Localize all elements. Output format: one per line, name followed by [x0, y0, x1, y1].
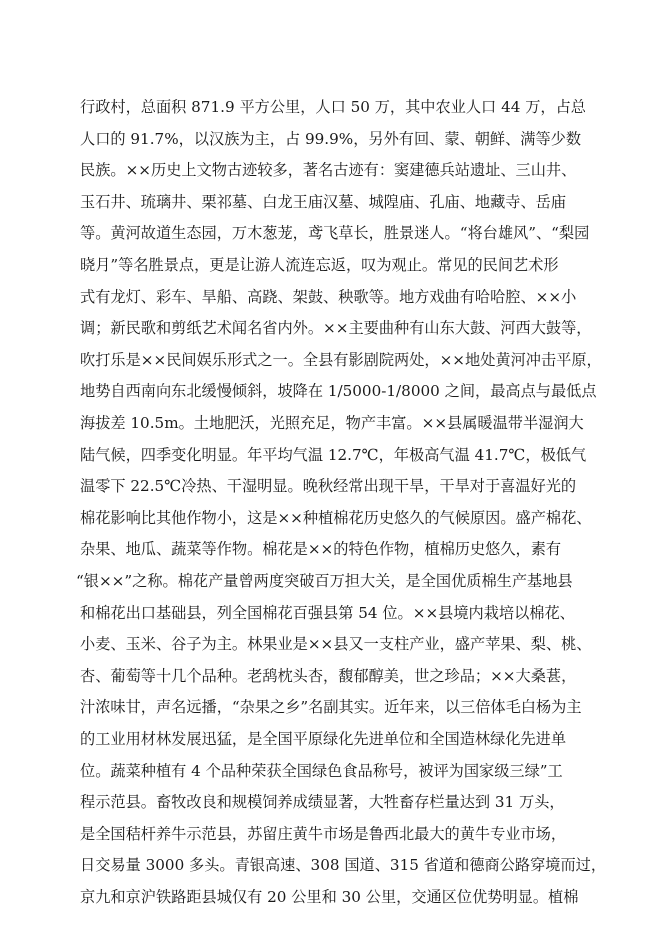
text-line: 海拔差 10.5m。土地肥沃，光照充足，物产丰富。××县属暖温带半湿润大	[80, 414, 584, 432]
text-line: 杏、葡萄等十几个品种。老鸹枕头杏，馥郁醇美，世之珍品；××大桑葚，	[80, 666, 577, 685]
text-line: 人口的 91.7%，以汉族为主，占 99.9%，另外有回、蒙、朝鲜、满等少数	[80, 129, 582, 148]
text-line: 汁浓味甘，声名远播，“杂果之乡”名副其实。近年来，以三倍体毛白杨为主	[80, 698, 582, 717]
text-line: 晓月”等名胜景点，更是让游人流连忘返，叹为观止。常见的民间艺术形	[80, 256, 559, 274]
text-line: 和棉花出口基础县，列全国棉花百强县第 54 位。××县境内栽培以棉花、	[80, 603, 575, 622]
text-line: 行政村，总面积 871.9 平方公里，人口 50 万，其中农业人口 44 万，占总	[80, 98, 586, 116]
text-line: 杂果、地瓜、蔬菜等作物。棉花是××的特色作物，植棉历史悠久，素有	[80, 540, 562, 559]
text-line: 玉石井、琉璃井、栗祁墓、白龙王庙汉墓、城隍庙、孔庙、地藏寺、岳庙	[80, 192, 566, 211]
text-line: 是全国秸杆养牛示范县，苏留庄黄牛市场是鲁西北最大的黄牛专业市场，	[80, 824, 566, 843]
text-line: “银××”之称。棉花产量曾两度突破百万担大关，是全国优质棉生产基地县	[76, 572, 573, 590]
text-line: 调；新民歌和剪纸艺术闻名省内外。××主要曲种有山东大鼓、河西大鼓等，	[80, 319, 592, 338]
text-line: 京九和京沪铁路距县城仅有 20 公里和 30 公里，交通区位优势明显。植棉	[80, 888, 579, 906]
text-line: 民族。××历史上文物古迹较多，著名古迹有：窦建德兵站遗址、三山井、	[80, 161, 577, 180]
text-line: 陆气候，四季变化明显。年平均气温 12.7℃，年极高气温 41.7℃，极低气	[80, 445, 587, 464]
text-line: 日交易量 3000 多头。青银高速、308 国道、315 省道和德商公路穿境而过，	[80, 856, 607, 875]
text-line: 棉花影响比其他作物小，这是××种植棉花历史悠久的气候原因。盛产棉花、	[80, 508, 592, 527]
text-line: 位。蔬菜种植有 4 个品种荣获全国绿色食品称号，被评为国家级三绿”工	[80, 761, 563, 780]
text-line: 地势自西南向东北缓慢倾斜，坡降在 1/5000-1/8000 之间，最高点与最低点	[80, 382, 597, 401]
text-line: 式有龙灯、彩车、旱船、高跷、架鼓、秧歌等。地方戏曲有哈哈腔、××小	[80, 287, 577, 306]
text-line: 等。黄河故道生态园，万木葱茏，鸢飞草长，胜景迷人。“将台雄风”、“梨园	[80, 224, 590, 243]
text-line: 吹打乐是××民间娱乐形式之一。全县有影剧院两处，××地处黄河冲击平原，	[80, 350, 602, 369]
text-line: 程示范县。畜牧改良和规模饲养成绩显著，大牲畜存栏量达到 31 万头，	[80, 793, 565, 812]
text-line: 的工业用材林发展迅猛，是全国平原绿化先进单位和全国造林绿化先进单	[80, 730, 566, 748]
text-line: 小麦、玉米、谷子为主。林果业是××县又一支柱产业，盛产苹果、梨、桃、	[80, 635, 592, 654]
text-line: 温零下 22.5℃冷热、干湿明显。晚秋经常出现干旱，干旱对于喜温好光的	[80, 477, 577, 496]
